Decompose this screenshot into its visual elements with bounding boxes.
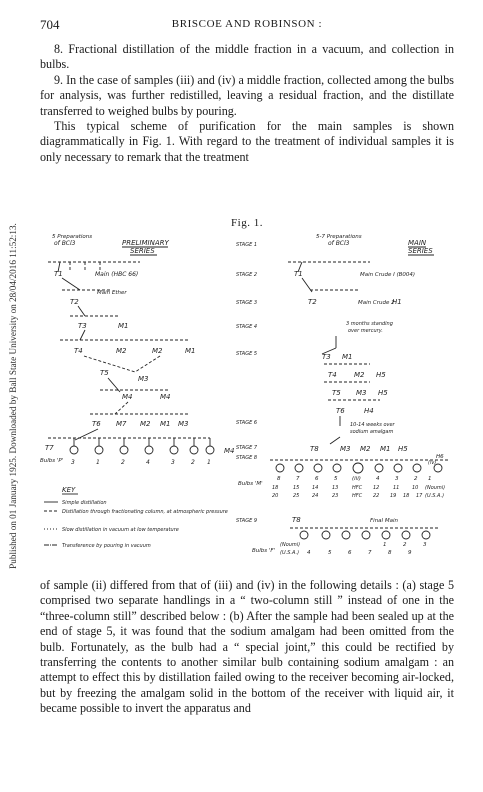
page-header [40, 17, 454, 35]
node-t4: T4 [328, 371, 337, 379]
bulbs-f-label: Bulbs 'F' [252, 548, 276, 554]
branch [78, 306, 85, 316]
note-s6-2: sodium amalgam [350, 429, 394, 435]
stage-8: STAGE 8 [236, 455, 257, 461]
bulb-number: 12 [373, 485, 380, 491]
bulb-number: 7 [368, 550, 372, 556]
running-head: BRISCOE AND ROBINSON : [171, 18, 323, 30]
bulb [190, 446, 198, 454]
branch [80, 330, 85, 340]
paragraph: of sample (ii) differed from that of (iii) and (iv) in the following details : (a) stage 5 comprised two separate handlings in a “ two-column still ” instead of one in the “three-column still” described below : (b) After the sample had been sealed up at the end of stage 5, it was found that the sodium amalgam had been omitted from the bulb. Fortunately, as the bulb had a “ special joint,” this could be rectified by transferring the contents to another similar bulb containing sodium amalgam : an attempt to effect this by distillation failed owing to the receiver becoming air-locked, but by freezing the amalgam solid in the bottom of the receiver with liquid air, it became possible to invert the apparatus and [40, 578, 454, 716]
bulb-number: 2 [403, 542, 407, 548]
node-t8: T8 [310, 445, 319, 453]
node-t5: T5 [100, 369, 109, 377]
bulb-number: 13 [332, 485, 339, 491]
label-m7: M7 [116, 420, 127, 428]
branch [330, 437, 340, 444]
label-m2c: M2 [140, 420, 151, 428]
page-number: 704 [40, 17, 60, 32]
label-m2: M2 [354, 371, 365, 379]
label-m4c: M4 [224, 447, 235, 455]
right-bulbs-m [276, 463, 442, 473]
branch [84, 356, 160, 372]
bulb-number: 18 [403, 493, 410, 499]
bulb-number: 4 [307, 550, 311, 556]
key-item: Transference by pouring in vacuum [62, 543, 151, 549]
bulb-number: (Noumi) [280, 542, 301, 548]
bulb-number: 3 [171, 459, 175, 466]
bulb-number: 19 [390, 493, 397, 499]
note-s2: Main Crude I (B004) [360, 272, 416, 278]
bulb-number: 2 [414, 476, 418, 482]
node-t7: T7 [45, 444, 54, 452]
stage-1: STAGE 1 [236, 242, 257, 248]
download-watermark-text: Published on 01 January 1925. Downloaded by Ball State University on 28/04/2016 11:52:13. [8, 223, 18, 569]
note-s9: Final Main [370, 518, 398, 524]
bulb-number: 8 [388, 550, 392, 556]
stage-2: STAGE 2 [236, 272, 257, 278]
right-header-1: 5-7 Preparations [316, 234, 362, 240]
branch [62, 278, 80, 290]
note-t2: Main Ether [97, 290, 127, 296]
node-t5: T5 [332, 389, 341, 397]
key-title: KEY [62, 486, 76, 494]
bulb [95, 446, 103, 454]
bulb-number: 23 [332, 493, 339, 499]
node-t1: T1 [54, 270, 63, 278]
stage-4: STAGE 4 [236, 324, 257, 330]
label-h5c: H5 [398, 445, 408, 453]
label-m4: M4 [122, 393, 133, 401]
key-item: Distillation through fractionating column, at atmospheric pressure [62, 509, 228, 515]
label-m3b: M3 [178, 420, 189, 428]
bulb-number: 3 [71, 459, 75, 466]
label-h4: H4 [364, 407, 374, 415]
bulb-number: 3 [395, 476, 399, 482]
bulb-number: 4 [376, 476, 380, 482]
bulb-number: H6 [436, 454, 444, 460]
label-m1b: M1 [185, 347, 196, 355]
bulb-number: 1 [207, 459, 211, 466]
node-t6: T6 [336, 407, 345, 415]
label-m1c: M1 [160, 420, 171, 428]
right-bulbs-f [300, 531, 430, 539]
bulb-number: 25 [293, 493, 300, 499]
bulb-number: 2 [191, 459, 195, 466]
bulb-number: 2 [121, 459, 125, 466]
label-h5b: H5 [378, 389, 388, 397]
bulb-number: 8 [277, 476, 281, 482]
label-m2b: M2 [360, 445, 371, 453]
bulb [170, 446, 178, 454]
paragraph: This typical scheme of purification for the main samples is shown diagrammatically in Fig. 1. With regard to the treatment of individual samples it is only necessary to remark that the treatment [40, 119, 454, 164]
key-item: Simple distillation [62, 500, 107, 506]
label-m1b: M1 [380, 445, 391, 453]
right-header-2: of BCl3 [328, 240, 350, 247]
note-s3b: H1 [392, 298, 402, 306]
node-t3: T3 [78, 322, 87, 330]
purification-diagram [40, 232, 454, 574]
bulb-number: 20 [272, 493, 279, 499]
left-header-1: 5 Preparations [52, 234, 93, 240]
bulb [120, 446, 128, 454]
node-t6: T6 [92, 420, 101, 428]
right-title-1: MAIN [408, 239, 427, 247]
note-s3: Main Crude 2 [358, 300, 395, 306]
bulb-number: 15 [293, 485, 300, 491]
label-m3b: M3 [340, 445, 351, 453]
label-m2b: M2 [152, 347, 163, 355]
stage-5: STAGE 5 [236, 351, 257, 357]
node-t4: T4 [74, 347, 83, 355]
bulb-number: 22 [373, 493, 380, 499]
bulb [145, 446, 153, 454]
node-t2: T2 [70, 298, 79, 306]
bulb-number: 18 [272, 485, 279, 491]
left-title-2: SERIES [130, 247, 155, 255]
bulb-number: 5 [334, 476, 338, 482]
left-bulbs [70, 438, 214, 454]
bulb-number: (iv) [428, 460, 437, 466]
bulb-number: 6 [348, 550, 352, 556]
label-m3: M3 [356, 389, 367, 397]
bulb-number: 4 [146, 459, 150, 466]
bulb-number: 1 [383, 542, 387, 548]
label-m4b: M4 [160, 393, 171, 401]
label-m1: M1 [118, 322, 129, 330]
label-m2: M2 [116, 347, 127, 355]
node-t2: T2 [308, 298, 317, 306]
bulb-number: HFC [352, 493, 363, 499]
bulbs-p-label: Bulbs 'P' [40, 458, 64, 464]
diagram-key [44, 486, 228, 549]
bulb-number: 11 [393, 485, 400, 491]
bulb-number: HFC [352, 485, 363, 491]
bulb-number: 1 [96, 459, 100, 466]
body-text-top [40, 42, 454, 165]
bulb [206, 446, 214, 454]
bulb-number: 5 [328, 550, 332, 556]
stage-7: STAGE 7 [236, 445, 257, 451]
note-s4-1: 3 months standing [346, 321, 393, 327]
bulb-number: 14 [312, 485, 319, 491]
label-m1: M1 [342, 353, 353, 361]
branch [115, 402, 128, 414]
stage-9: STAGE 9 [236, 518, 257, 524]
label-h5: H5 [376, 371, 386, 379]
note-t1: Main (HBC 66) [95, 271, 139, 278]
key-item: Slow distillation in vacuum at low temperature [62, 527, 179, 533]
paragraph: 8. Fractional distillation of the middle fraction in a vacuum, and collection in bulbs. [40, 42, 454, 72]
left-title-1: PRELIMINARY [122, 239, 169, 247]
note-s6-1: 10-14 weeks over [350, 422, 395, 428]
stage-3: STAGE 3 [236, 300, 257, 306]
bulb-number: 7 [296, 476, 300, 482]
download-watermark [6, 68, 20, 724]
body-text-bottom [40, 578, 454, 717]
branch [70, 262, 100, 270]
bulb-number: 6 [315, 476, 319, 482]
bulb-number: 1 [428, 476, 432, 482]
right-title-2: SERIES [408, 247, 433, 255]
bulb-number: 10 [412, 485, 419, 491]
bulb-number: 9 [408, 550, 412, 556]
bulb-number: 17 [416, 493, 423, 499]
node-t3: T3 [322, 353, 331, 361]
figure-caption: Fig. 1. [231, 217, 263, 229]
bulb-number: (U.S.A.) [280, 550, 300, 556]
bulb-number: 24 [312, 493, 319, 499]
stage-6: STAGE 6 [236, 420, 257, 426]
branch [108, 378, 120, 392]
node-t8b: T8 [292, 516, 301, 524]
bulb-number: (U.S.A.) [425, 493, 445, 499]
bulbs-m-label: Bulbs 'M' [238, 481, 263, 487]
paragraph: 9. In the case of samples (iii) and (iv) a middle fraction, collected among the bulbs for analysis, was further redistilled, leaving a residual fraction, and the distillate transferred to weighed bulbs by pouring. [40, 72, 454, 118]
label-m3: M3 [138, 375, 149, 383]
bulb [70, 446, 78, 454]
left-header-2: of BCl3 [54, 240, 76, 247]
note-s4-2: over mercury. [348, 328, 383, 334]
node-t1: T1 [294, 270, 303, 278]
bulb-number: (iii) [352, 476, 361, 482]
bulb-number: 3 [423, 542, 427, 548]
bulb-number: (Noumi) [425, 485, 446, 491]
